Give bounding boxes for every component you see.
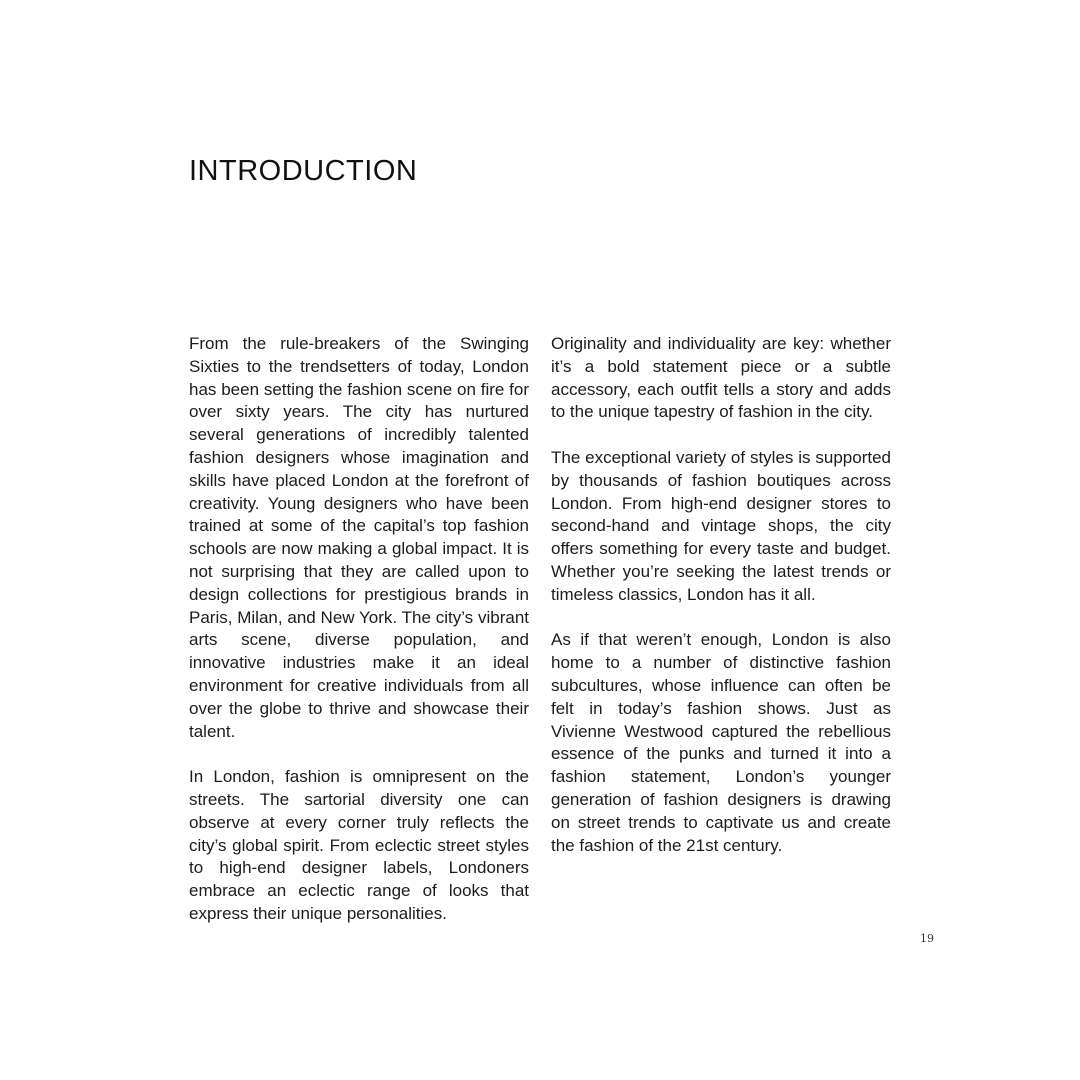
page-number: 19 bbox=[920, 932, 934, 945]
left-text-column bbox=[189, 333, 529, 926]
body-paragraph: In London, fashion is omnipresent on the streets. The sartorial diversity one can observe at every corner truly reflects the city’s global spirit. From eclectic street styles to high-end designer labels, Londoners embrace an eclectic range of looks that express their unique personalities. bbox=[189, 767, 529, 923]
right-text-column bbox=[551, 333, 891, 857]
page-title: INTRODUCTION bbox=[189, 155, 418, 187]
body-paragraph: From the rule-breakers of the Swinging Sixties to the trendsetters of today, London has been setting the fashion scene on fire for over sixty years. The city has nurtured several generations of incredibly talented fashion designers whose imagination and skills have placed London at the forefront of creativity. Young designers who have been trained at some of the capital’s top fashion schools are now making a global impact. It is not surprising that they are called upon to design collections for prestigious brands in Paris, Milan, and New York. The city’s vibrant arts scene, diverse population, and innovative industries make it an ideal environment for creative individuals from all over the globe to thrive and showcase their talent. bbox=[189, 334, 529, 741]
body-paragraph: As if that weren’t enough, London is also home to a number of distinctive fashion subcultures, whose influence can often be felt in today’s fashion shows. Just as Vivienne Westwood captured the rebellious essence of the punks and turned it into a fashion statement, London’s younger generation of fashion designers is drawing on street trends to captivate us and create the fashion of the 21st century. bbox=[551, 630, 891, 855]
body-paragraph: Originality and individuality are key: whether it’s a bold statement piece or a subtle accessory, each outfit tells a story and adds to the unique tapestry of fashion in the city. bbox=[551, 334, 891, 422]
body-paragraph: The exceptional variety of styles is supported by thousands of fashion boutiques across London. From high-end designer stores to second-hand and vintage shops, the city offers something for every taste and budget. Whether you’re seeking the latest trends or timeless classics, London has it all. bbox=[551, 447, 891, 604]
